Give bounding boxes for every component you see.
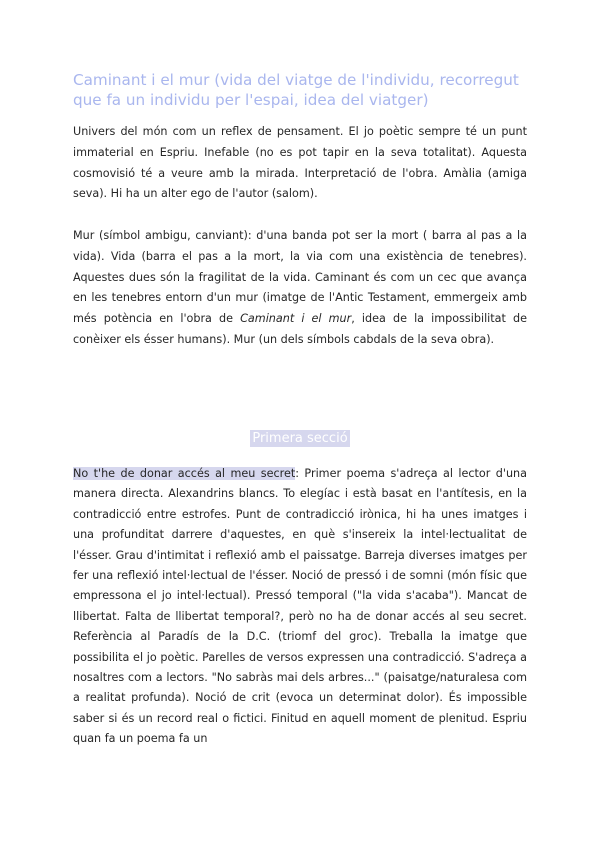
paragraph-primer-poema: [73, 464, 527, 750]
paragraph-mur-end: , idea de la impossibilitat de conèixer els ésser humans). Mur (un dels símbols cabdals de la seva obra).: [73, 312, 528, 346]
paragraph-mur: [73, 226, 527, 351]
section-title-label: Primera secció: [252, 431, 348, 446]
paragraph-univers: Univers del món com un reflex de pensament. El jo poètic sempre té un punt immaterial en Espriu. Inefable (no es pot tapir en la seva totalitat). Aquesta cosmovisió té a veure amb la mirada. Interpretació de l'obra. Amàlia (amiga seva). Hi ha un alter ego de l'autor (salom).: [73, 125, 527, 201]
book-title-italic: Caminant i el mur: [240, 312, 352, 326]
section-heading: Caminant i el mur (vida del viatge de l'individu, recorregut que fa un individu per l'espai, idea del viatger): [73, 71, 519, 109]
paragraph-mur-text: Mur (símbol ambigu, canviant): d'una banda pot ser la mort ( barra al pas a la vida). Vida (barra el pas a la mort, la via com una existència de tenebres). Aquestes dues són la fragilitat de la vida. Caminant és com un cec que avança en les tenebres entorn d'un mur (imatge de l'Antic Testament, emmergeix amb més potència en l'obra de: [73, 229, 527, 326]
section-title: [0, 427, 600, 448]
poem-title-highlight: No t'he de donar accés al meu secret: [73, 467, 296, 480]
paragraph-primer-poema-text: : Primer poema s'adreça al lector d'una manera directa. Alexandrins blancs. To elegíac i està basat en l'antítesis, en la contradicció entre estrofes. Punt de contradicció irònica, hi ha unes imatges i una profunditat darrere d'aquestes, en què s'insereix la intel·lectualitat de l'ésser. Grau d'intimitat i reflexió amb el paissatge. Barreja diverses imatges per fer una reflexió intel·lectual de l'ésser. Noció de pressó i de somni (món físic que empressona el jo intel·lectual). Pressó temporal ("la vida s'acaba"). Mancat de llibertat. Falta de llibertat temporal?, però no ha de donar accés al seu secret. Referència al Paradís de la D.C. (triomf del groc). Treballa la imatge que possibilita el jo poètic. Parelles de versos expressen una contradicció. S'adreça a nosaltres com a lectors. "No sabràs mai dels arbres..." (paisatge/naturalesa com a realitat profunda). Noció de crit (evoca un determinat dolor). És impossible saber si és un record real o fictici. Finitud en aquell moment de plenitud. Espriu quan fa un poema fa un: [73, 467, 527, 746]
